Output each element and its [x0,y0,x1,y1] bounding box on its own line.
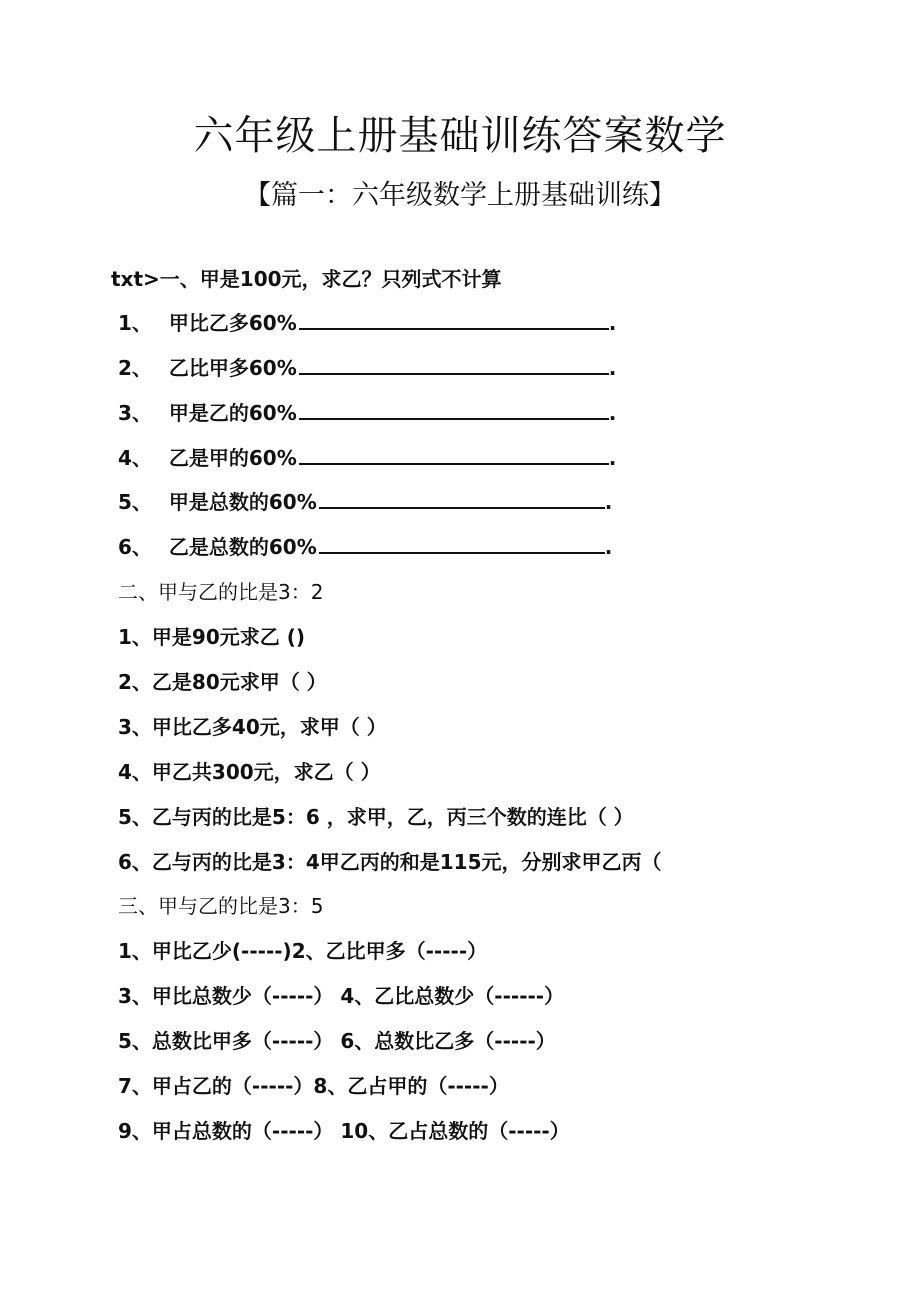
section3-item-2: 3、甲比总数少（-----） 4、乙比总数少（------） [118,984,565,1008]
answer-blank [299,398,609,420]
item-number: 4、 [118,446,152,470]
item-number: 2、 [118,356,152,380]
item-number: 1、 [118,311,152,335]
section2-item-4: 4、甲乙共300元，求乙（ ） [118,760,381,784]
item-text: 乙比甲多60% [168,356,297,380]
section1-item-1 [118,308,616,338]
answer-blank [319,532,605,554]
section3-heading: 三、甲与乙的比是3：5 [118,894,324,918]
answer-blank [299,308,609,330]
item-number: 6、 [118,535,152,559]
section1-heading: txt>一、甲是100元，求乙？只列式不计算 [111,267,502,291]
section2-heading: 二、甲与乙的比是3：2 [118,580,324,604]
section1-item-2 [118,353,616,383]
section3-item-1: 1、甲比乙少(-----)2、乙比甲多（-----） [118,939,488,963]
item-text: 甲是乙的60% [168,401,297,425]
section3-item-3: 5、总数比甲多（-----） 6、总数比乙多（-----） [118,1029,556,1053]
document-subtitle: 【篇一：六年级数学上册基础训练】 [244,180,676,211]
section1-item-5 [118,487,612,517]
item-period: . [604,535,613,559]
document-title: 六年级上册基础训练答案数学 [193,113,727,159]
item-number: 3、 [118,401,152,425]
item-period: . [608,311,617,335]
answer-blank [299,353,609,375]
item-text: 乙是甲的60% [168,446,297,470]
item-number: 5、 [118,490,152,514]
item-text: 乙是总数的60% [168,535,317,559]
section3-item-5: 9、甲占总数的（-----） 10、乙占总数的（-----） [118,1119,570,1143]
item-period: . [608,446,617,470]
section1-item-4 [118,443,616,473]
section3-item-4: 7、甲占乙的（-----）8、乙占甲的（-----） [118,1074,509,1098]
item-period: . [604,490,613,514]
item-period: . [608,356,617,380]
section2-item-3: 3、甲比乙多40元，求甲（ ） [118,715,387,739]
answer-blank [299,443,609,465]
section2-item-6: 6、乙与丙的比是3：4甲乙丙的和是115元，分别求甲乙丙（ [118,850,662,874]
section2-item-5: 5、乙与丙的比是5：6 ，求甲，乙，丙三个数的连比（ ） [118,805,634,829]
section2-item-2: 2、乙是80元求甲（ ） [118,670,327,694]
section2-item-1: 1、甲是90元求乙 () [118,625,305,649]
answer-blank [319,487,605,509]
item-period: . [608,401,617,425]
section1-item-3 [118,398,616,428]
item-text: 甲比乙多60% [168,311,297,335]
section1-item-6 [118,532,612,562]
item-text: 甲是总数的60% [168,490,317,514]
